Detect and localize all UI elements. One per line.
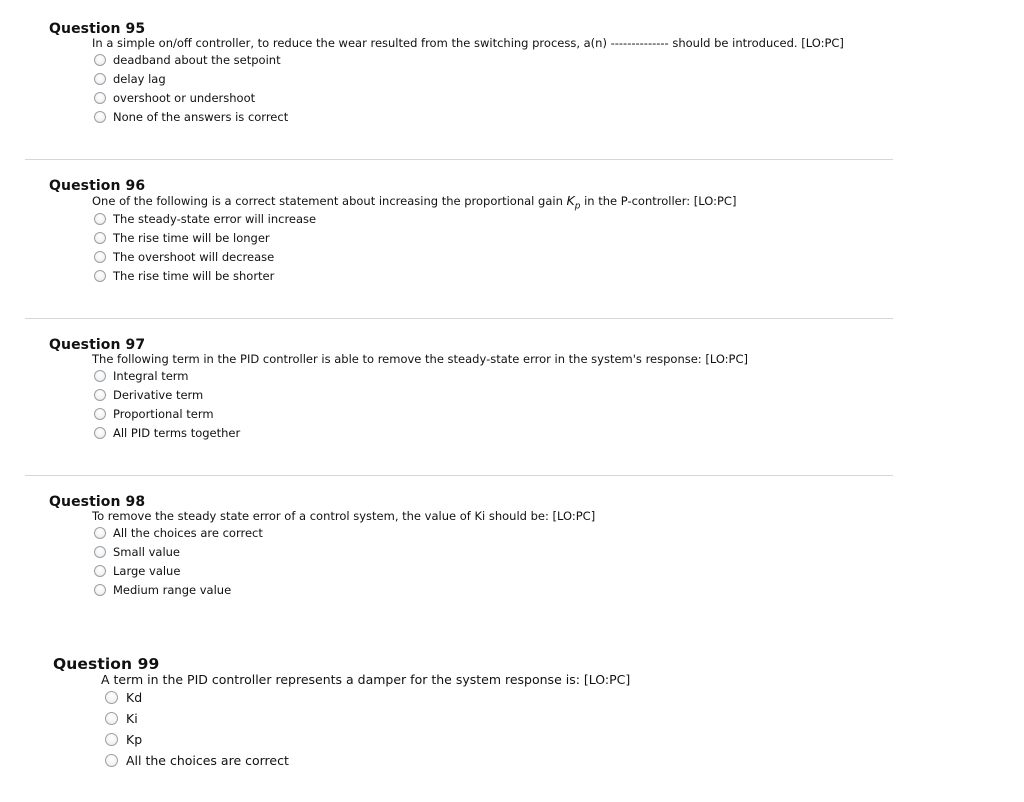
divider bbox=[25, 475, 893, 476]
option-label: None of the answers is correct bbox=[113, 110, 289, 124]
radio-button[interactable] bbox=[94, 565, 106, 577]
question-title: Question 97 bbox=[49, 337, 146, 353]
question-stem: A term in the PID controller represents a damper for the system response is: [LO:PC] bbox=[101, 672, 631, 687]
option-label: deadband about the setpoint bbox=[113, 53, 281, 67]
option-overshoot[interactable] bbox=[94, 90, 255, 106]
radio-button[interactable] bbox=[94, 92, 106, 104]
radio-button[interactable] bbox=[94, 232, 106, 244]
stem-text-end: in the P-controller: [LO:PC] bbox=[580, 194, 737, 208]
option-label: Kd bbox=[126, 689, 143, 705]
question-title: Question 95 bbox=[49, 21, 146, 37]
question-stem: To remove the steady state error of a control system, the value of Ki should be: [LO:PC] bbox=[92, 509, 596, 523]
divider bbox=[25, 318, 893, 319]
option-none[interactable] bbox=[94, 109, 288, 125]
option-label: overshoot or undershoot bbox=[113, 91, 256, 105]
radio-button[interactable] bbox=[94, 389, 106, 401]
radio-button[interactable] bbox=[94, 251, 106, 263]
option-label: Medium range value bbox=[113, 583, 232, 597]
option-label: The steady-state error will increase bbox=[113, 212, 317, 226]
radio-button[interactable] bbox=[94, 527, 106, 539]
option-label: Ki bbox=[126, 710, 138, 726]
option-steady-state-increase[interactable] bbox=[94, 211, 316, 227]
radio-button[interactable] bbox=[94, 427, 106, 439]
option-label: Proportional term bbox=[113, 407, 214, 421]
option-label: Kp bbox=[126, 731, 143, 747]
option-all-pid-terms[interactable] bbox=[94, 425, 240, 441]
option-label: All the choices are correct bbox=[113, 526, 263, 540]
radio-button[interactable] bbox=[94, 213, 106, 225]
question-title: Question 96 bbox=[49, 178, 146, 194]
radio-button[interactable] bbox=[94, 73, 106, 85]
divider bbox=[25, 159, 893, 160]
option-label: All PID terms together bbox=[113, 426, 241, 440]
option-label: Small value bbox=[113, 545, 181, 559]
radio-button[interactable] bbox=[94, 270, 106, 282]
option-all-choices[interactable] bbox=[105, 751, 289, 769]
option-label: Derivative term bbox=[113, 388, 204, 402]
option-integral-term[interactable] bbox=[94, 368, 189, 384]
question-stem: In a simple on/off controller, to reduce the wear resulted from the switching process, a(n) -------------- should be introduced. [LO:PC] bbox=[92, 36, 844, 50]
radio-button[interactable] bbox=[94, 370, 106, 382]
option-overshoot-decrease[interactable] bbox=[94, 249, 274, 265]
option-proportional-term[interactable] bbox=[94, 406, 214, 422]
radio-button[interactable] bbox=[105, 733, 118, 746]
option-label: The rise time will be shorter bbox=[113, 269, 275, 283]
radio-button[interactable] bbox=[105, 691, 118, 704]
question-title: Question 99 bbox=[53, 655, 160, 673]
kp-symbol bbox=[566, 193, 581, 212]
option-deadband[interactable] bbox=[94, 52, 281, 68]
option-label: The rise time will be longer bbox=[113, 231, 270, 245]
radio-button[interactable] bbox=[94, 546, 106, 558]
option-label: The overshoot will decrease bbox=[113, 250, 275, 264]
option-label: Integral term bbox=[113, 369, 189, 383]
radio-button[interactable] bbox=[94, 408, 106, 420]
option-derivative-term[interactable] bbox=[94, 387, 203, 403]
option-small-value[interactable] bbox=[94, 544, 180, 560]
radio-button[interactable] bbox=[105, 712, 118, 725]
radio-button[interactable] bbox=[105, 754, 118, 767]
option-large-value[interactable] bbox=[94, 563, 180, 579]
option-rise-time-shorter[interactable] bbox=[94, 268, 274, 284]
option-medium-range[interactable] bbox=[94, 582, 231, 598]
option-kp[interactable] bbox=[105, 730, 142, 748]
option-label: All the choices are correct bbox=[126, 752, 289, 768]
kp-letter: K bbox=[566, 193, 575, 208]
radio-button[interactable] bbox=[94, 584, 106, 596]
question-stem bbox=[92, 193, 736, 212]
option-ki[interactable] bbox=[105, 709, 138, 727]
question-title: Question 98 bbox=[49, 494, 146, 510]
option-all-choices[interactable] bbox=[94, 525, 263, 541]
option-kd[interactable] bbox=[105, 688, 142, 706]
stem-text: One of the following is a correct statement about increasing the proportional gain bbox=[92, 194, 567, 208]
kp-subscript: p bbox=[574, 201, 581, 212]
option-delay-lag[interactable] bbox=[94, 71, 166, 87]
radio-button[interactable] bbox=[94, 54, 106, 66]
question-stem: The following term in the PID controller is able to remove the steady-state error in the system's response: [LO:PC] bbox=[92, 352, 748, 366]
option-rise-time-longer[interactable] bbox=[94, 230, 270, 246]
option-label: Large value bbox=[113, 564, 181, 578]
radio-button[interactable] bbox=[94, 111, 106, 123]
option-label: delay lag bbox=[113, 72, 166, 86]
